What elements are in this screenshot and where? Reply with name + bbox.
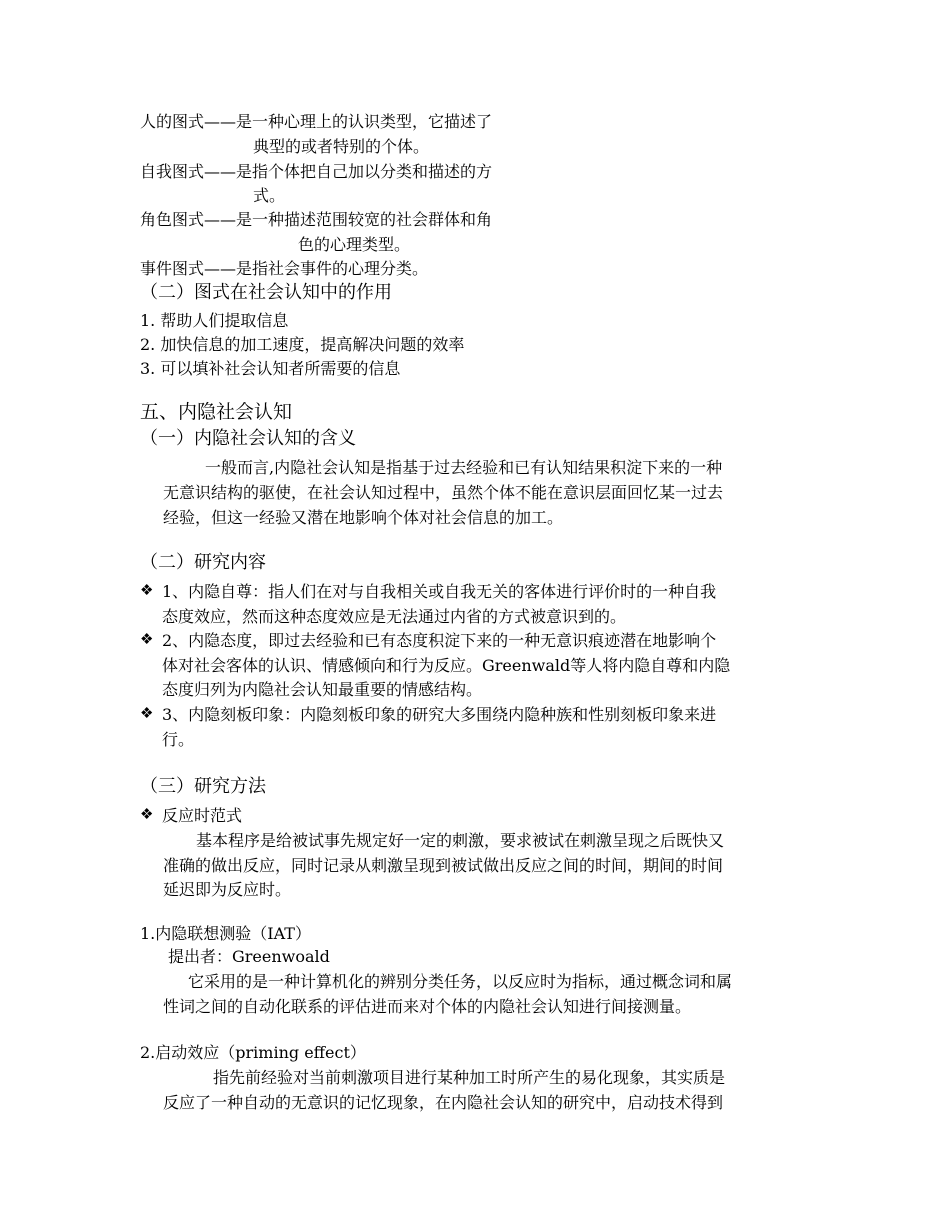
functions-item-1: 1. 帮助人们提取信息: [140, 311, 289, 330]
meaning-line-3: 经验，但这一经验又潜在地影响个体对社会信息的加工。: [163, 508, 564, 527]
content-item-2-line-3: 态度归列为内隐社会认知最重要的情感结构。: [162, 680, 483, 699]
content-item-3-line-1: 3、内隐刻板印象：内隐刻板印象的研究大多围绕内隐种族和性别刻板印象来进: [162, 705, 717, 724]
iat-line-2: 性词之间的自动化联系的评估进而来对个体的内隐社会认知进行间接测量。: [163, 997, 692, 1016]
iat-proposer: 提出者：Greenwoald: [168, 947, 330, 966]
rt-line-2: 准确的做出反应，同时记录从刺激呈现到被试做出反应之间的时间，期间的时间: [163, 856, 724, 875]
functions-heading: （二）图式在社会认知中的作用: [140, 282, 392, 303]
schema-role-line-2: 色的心理类型。: [298, 235, 411, 254]
rt-line-3: 延迟即为反应时。: [163, 880, 292, 899]
priming-line-1: 指先前经验对当前刺激项目进行某种加工时所产生的易化现象，其实质是: [213, 1068, 726, 1087]
content-item-2-line-2: 体对社会客体的认识、情感倾向和行为反应。Greenwald等人将内隐自尊和内隐: [162, 656, 731, 675]
functions-item-2: 2. 加快信息的加工速度，提高解决问题的效率: [140, 335, 465, 354]
methods-heading: （三）研究方法: [140, 776, 266, 797]
content-heading: （二）研究内容: [140, 552, 266, 573]
content-item-1-line-2: 态度效应，然而这种态度效应是无法通过内省的方式被意识到的。: [162, 607, 627, 626]
diamond-bullet-icon: ❖: [140, 581, 154, 599]
schema-person-line-1: 人的图式——是一种心理上的认识类型，它描述了: [140, 112, 493, 131]
priming-title: 2.启动效应（priming effect）: [140, 1043, 366, 1062]
schema-person-line-2: 典型的或者特别的个体。: [253, 137, 430, 156]
rt-line-1: 基本程序是给被试事先规定好一定的刺激，要求被试在刺激呈现之后既快又: [196, 831, 725, 850]
diamond-bullet-icon: ❖: [140, 704, 154, 722]
section-title: 五、内隐社会认知: [140, 401, 293, 423]
diamond-bullet-icon: ❖: [140, 630, 154, 648]
priming-line-2: 反应了一种自动的无意识的记忆现象，在内隐社会认知的研究中，启动技术得到: [163, 1093, 724, 1112]
schema-event-line: 事件图式——是指社会事件的心理分类。: [140, 259, 429, 278]
functions-item-3: 3. 可以填补社会认知者所需要的信息: [140, 359, 401, 378]
iat-title: 1.内隐联想测验（IAT）: [140, 924, 311, 943]
diamond-bullet-icon: ❖: [140, 805, 154, 823]
content-item-1-line-1: 1、内隐自尊：指人们在对与自我相关或自我无关的客体进行评价时的一种自我: [162, 582, 717, 601]
rt-title: 反应时范式: [162, 806, 243, 825]
schema-self-line-2: 式。: [253, 186, 286, 205]
schema-role-line-1: 角色图式——是一种描述范围较宽的社会群体和角: [140, 210, 493, 229]
meaning-line-1: 一般而言,内隐社会认知是指基于过去经验和已有认知结果积淀下来的一种: [205, 458, 723, 477]
content-item-3-line-2: 行。: [162, 730, 195, 749]
content-item-2-line-1: 2、内隐态度，即过去经验和已有态度积淀下来的一种无意识痕迹潜在地影响个: [162, 631, 717, 650]
meaning-line-2: 无意识结构的驱使，在社会认知过程中，虽然个体不能在意识层面回忆某一过去: [163, 483, 724, 502]
iat-line-1: 它采用的是一种计算机化的辨别分类任务，以反应时为指标，通过概念词和属: [188, 972, 733, 991]
meaning-heading: （一）内隐社会认知的含义: [140, 428, 356, 449]
schema-self-line-1: 自我图式——是指个体把自己加以分类和描述的方: [140, 162, 493, 181]
